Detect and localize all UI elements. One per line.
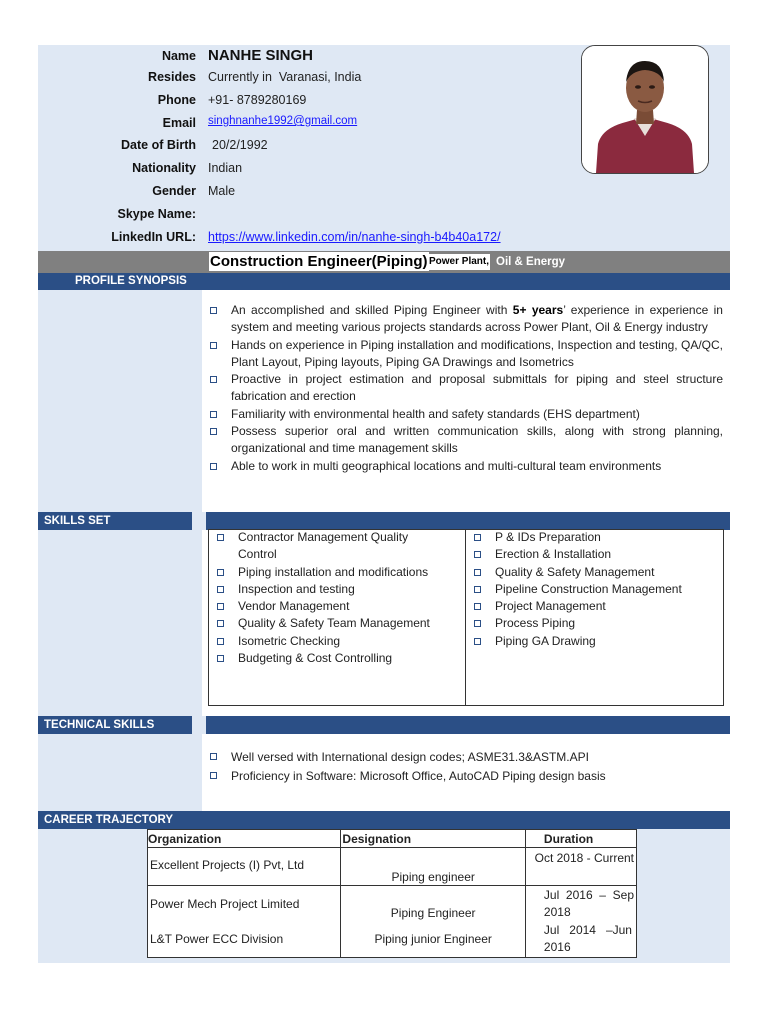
list-item: Hands on experience in Piping installation and modifications, Inspection and testing, QA/QC, Plant Layout, Piping layouts, Piping GA Drawings and Isometrics xyxy=(209,337,723,372)
section-heading: SKILLS SET xyxy=(44,515,111,527)
table-row xyxy=(148,848,637,886)
skills-left-list xyxy=(216,529,452,667)
email-label: Email xyxy=(162,116,196,130)
profile-list xyxy=(209,302,723,475)
skills-right-list xyxy=(473,529,721,650)
table-cell: Piping engineer xyxy=(341,848,526,886)
job-title-industry: Oil & Energy xyxy=(496,256,566,268)
column-header: Organization xyxy=(148,830,341,848)
list-item: Vendor Management xyxy=(216,598,452,615)
list-item: Pipeline Construction Management xyxy=(473,581,721,598)
list-item: Possess superior oral and written communication skills, along with strong planning, organizational and time management skills xyxy=(209,423,723,458)
list-item: Quality & Safety Management xyxy=(473,564,721,581)
phone-value: +91- 8789280169 xyxy=(208,93,307,107)
technical-skills-bar xyxy=(38,716,730,734)
career-trajectory-bar xyxy=(38,811,730,829)
gender-label: Gender xyxy=(152,184,196,198)
list-item: Contractor Management Quality Control xyxy=(216,529,452,564)
career-table xyxy=(147,829,637,958)
phone-label: Phone xyxy=(157,93,196,107)
name-value: NANHE SINGH xyxy=(208,47,314,64)
skills-set-bar xyxy=(38,512,730,530)
section-heading: CAREER TRAJECTORY xyxy=(44,814,174,826)
left-column-background xyxy=(38,734,202,812)
table-cell: Jul 2016 – Sep 2018 xyxy=(525,886,636,922)
list-item: Budgeting & Cost Controlling xyxy=(216,650,452,667)
job-title: Construction Engineer(Piping) xyxy=(210,253,428,270)
left-column-background xyxy=(38,290,202,512)
list-item: Inspection and testing xyxy=(216,581,452,598)
list-item: Piping installation and modifications xyxy=(216,564,452,581)
section-heading: TECHNICAL SKILLS xyxy=(44,719,155,731)
job-title-sector: Power Plant, xyxy=(428,254,490,270)
list-item: Well versed with International design codes; ASME31.3&ASTM.API xyxy=(209,748,723,767)
profile-photo xyxy=(581,45,709,174)
list-item: Project Management xyxy=(473,598,721,615)
column-header: Designation xyxy=(341,830,526,848)
table-cell: Power Mech Project Limited xyxy=(148,886,341,922)
dob-value: 20/2/1992 xyxy=(212,138,268,152)
dob-label: Date of Birth xyxy=(121,138,196,152)
resides-value: Currently in Varanasi, India xyxy=(208,70,362,84)
list-item: Piping GA Drawing xyxy=(473,633,721,650)
skills-table xyxy=(208,529,724,706)
email-link[interactable]: singhnanhe1992@gmail.com xyxy=(208,115,358,127)
resides-label: Resides xyxy=(148,70,196,84)
left-column-background xyxy=(38,529,202,717)
table-cell: Excellent Projects (I) Pvt, Ltd xyxy=(148,848,341,886)
list-item: Able to work in multi geographical locations and multi-cultural team environments xyxy=(209,458,723,475)
name-label: Name xyxy=(161,49,196,63)
table-cell: Piping Engineer xyxy=(341,886,526,922)
list-item: Erection & Installation xyxy=(473,546,721,563)
list-item: Proficiency in Software: Microsoft Office, AutoCAD Piping design basis xyxy=(209,767,723,786)
technical-list xyxy=(209,748,723,786)
list-item: Familiarity with environmental health and safety standards (EHS department) xyxy=(209,406,723,423)
table-cell: Oct 2018 - Current xyxy=(525,848,636,886)
table-cell: L&T Power ECC Division xyxy=(148,922,341,958)
list-item: Quality & Safety Team Management xyxy=(216,615,452,632)
gender-value: Male xyxy=(208,184,236,198)
table-cell: Jul 2014 –Jun 2016 xyxy=(525,922,636,958)
list-item: An accomplished and skilled Piping Engineer with 5+ years’ experience in experience in system and meeting various projects standards across Power Plant, Oil & Energy industry xyxy=(209,302,723,337)
person-photo-icon xyxy=(582,46,708,173)
list-item: Proactive in project estimation and proposal submittals for piping and steel structure fabrication and erection xyxy=(209,371,723,406)
table-row xyxy=(148,922,637,958)
table-header-row xyxy=(148,830,637,848)
list-item: Process Piping xyxy=(473,615,721,632)
nationality-value: Indian xyxy=(208,161,243,175)
column-header: Duration xyxy=(525,830,636,848)
list-item: P & IDs Preparation xyxy=(473,529,721,546)
linkedin-label: LinkedIn URL: xyxy=(111,230,196,244)
profile-synopsis-bar xyxy=(38,273,730,290)
table-row xyxy=(148,886,637,922)
list-item: Isometric Checking xyxy=(216,633,452,650)
table-cell: Piping junior Engineer xyxy=(341,922,526,958)
nationality-label: Nationality xyxy=(132,161,196,175)
section-heading: PROFILE SYNOPSIS xyxy=(75,275,187,287)
skype-label: Skype Name: xyxy=(117,207,196,221)
linkedin-link[interactable]: https://www.linkedin.com/in/nanhe-singh-b4b40a172/ xyxy=(208,230,501,244)
